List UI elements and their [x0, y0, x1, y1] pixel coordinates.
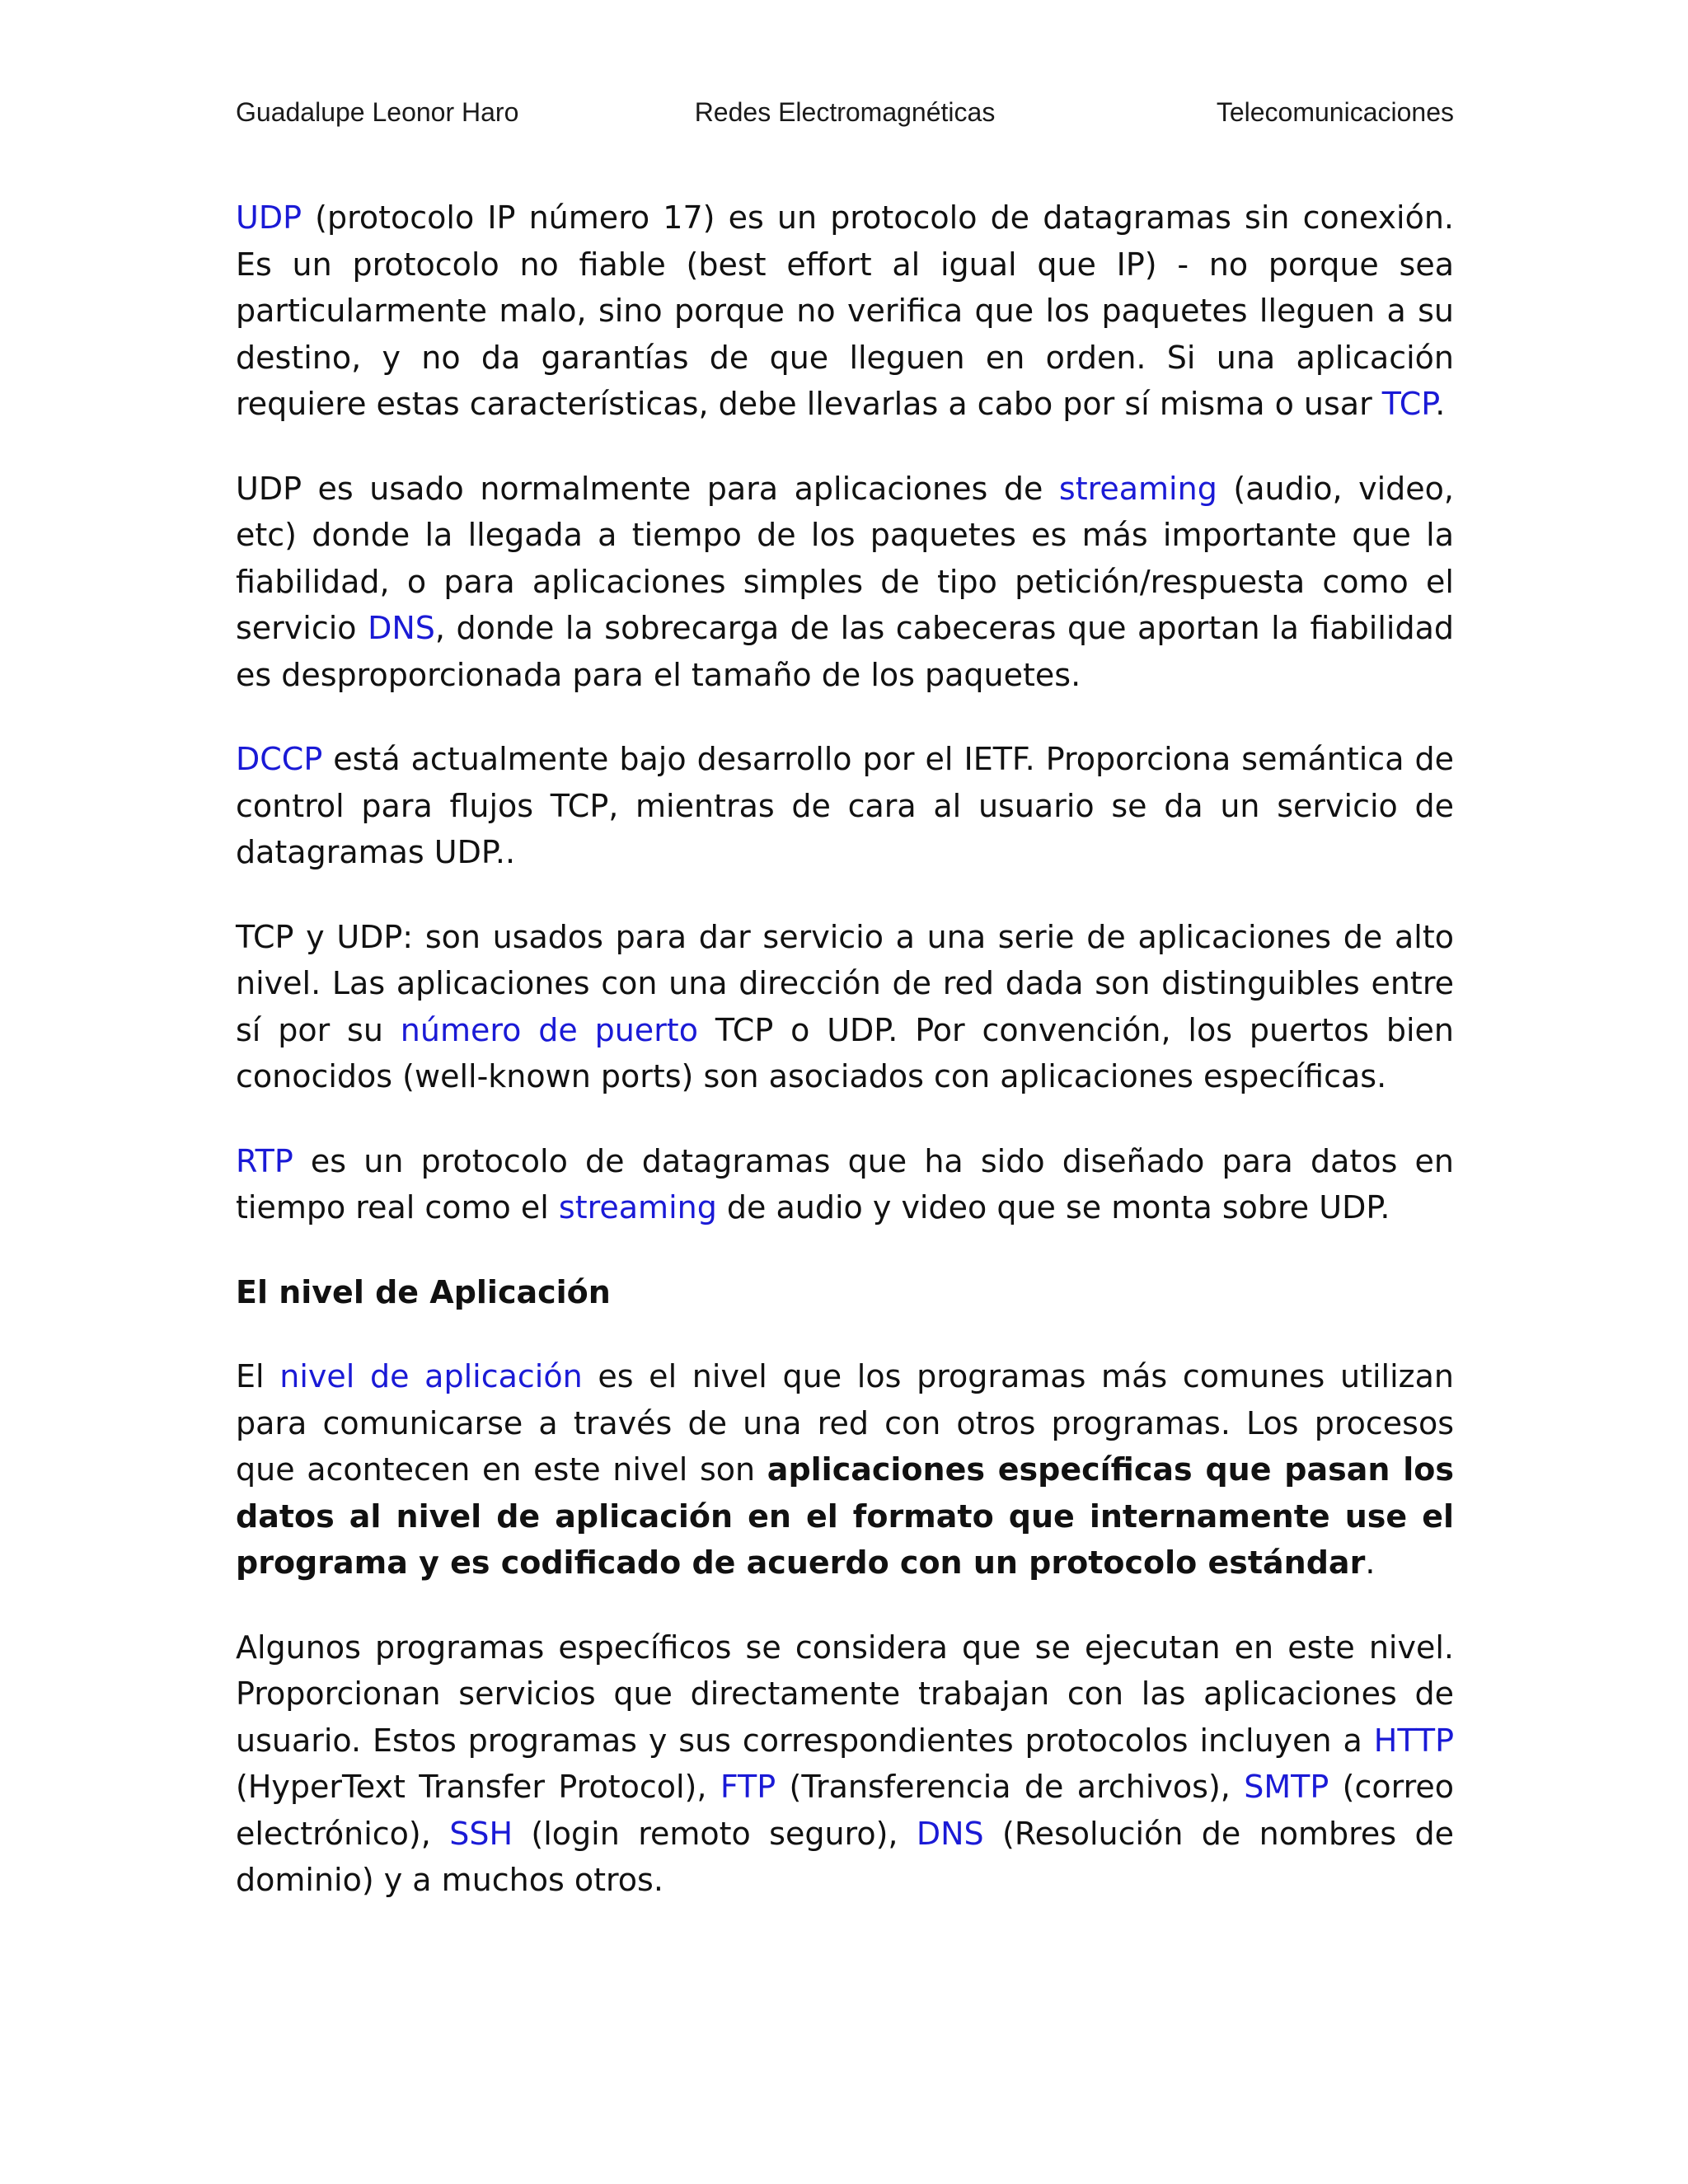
text: (HyperText Transfer Protocol),	[236, 1769, 720, 1805]
text: está actualmente bajo desarrollo por el IETF. Proporciona semántica de control para flujos TCP, mientras de cara al usuario se da un servicio de datagramas UDP..	[236, 741, 1454, 870]
header-subject: Telecomunicaciones	[1216, 97, 1454, 127]
text: (Transferencia de archivos),	[776, 1769, 1245, 1805]
link-udp[interactable]: UDP	[236, 199, 302, 236]
text: (login remoto seguro),	[513, 1815, 917, 1852]
link-dccp[interactable]: DCCP	[236, 741, 323, 777]
link-streaming[interactable]: streaming	[1058, 470, 1217, 507]
paragraph-dccp	[236, 736, 1454, 876]
paragraph-udp	[236, 194, 1454, 428]
paragraph-application-level	[236, 1353, 1454, 1586]
paragraph-udp-usage	[236, 466, 1454, 699]
text: TCP o UDP. Por convención, los puertos bien conocidos (well-known ports) son asociados con aplicaciones específicas.	[236, 1011, 1454, 1094]
page-header	[236, 97, 1454, 138]
text: UDP es usado normalmente para aplicaciones de	[236, 470, 1059, 507]
link-tcp[interactable]: TCP	[1381, 386, 1436, 422]
section-heading: El nivel de Aplicación	[236, 1273, 611, 1310]
text: de audio y video que se monta sobre UDP.	[716, 1189, 1390, 1226]
link-application-level[interactable]: nivel de aplicación	[279, 1358, 583, 1394]
text: (Resolución de nombres de dominio) y a muchos otros.	[236, 1815, 1454, 1898]
link-streaming[interactable]: streaming	[558, 1189, 717, 1226]
link-port-number[interactable]: número de puerto	[400, 1011, 698, 1048]
paragraph-tcp-udp	[236, 914, 1454, 1100]
text: .	[1365, 1544, 1376, 1581]
link-rtp[interactable]: RTP	[236, 1142, 293, 1179]
paragraph-programs	[236, 1624, 1454, 1904]
link-ssh[interactable]: SSH	[449, 1815, 513, 1852]
link-dns[interactable]: DNS	[368, 610, 435, 646]
text: El	[236, 1358, 280, 1394]
text: TCP y UDP: son usados para dar servicio a una serie de aplicaciones de alto nivel. Las aplicaciones con una dirección de red dada son distinguibles entre sí por su	[236, 918, 1454, 1048]
text: (protocolo IP número 17) es un protocolo de datagramas sin conexión. Es un protocolo no fiable (best effort al igual que IP) - no porque sea particularmente malo, sino porque no verifica que los paquetes lleguen a su destino, y no da garantías de que lleguen en orden. Si una aplicación requiere estas características, debe llevarlas a cabo por sí misma o usar	[236, 199, 1454, 422]
text: .	[1435, 386, 1446, 422]
document-body	[236, 194, 1454, 1942]
text: es un protocolo de datagramas que ha sido diseñado para datos en tiempo real como el	[236, 1142, 1454, 1226]
paragraph-rtp	[236, 1138, 1454, 1231]
header-author: Guadalupe Leonor Haro	[236, 97, 519, 127]
header-title: Redes Electromagnéticas	[694, 97, 996, 127]
link-dns[interactable]: DNS	[916, 1815, 984, 1852]
text: , donde la sobrecarga de las cabeceras que aportan la fiabilidad es desproporcionada para el tamaño de los paquetes.	[236, 610, 1454, 693]
link-smtp[interactable]: SMTP	[1244, 1769, 1329, 1805]
text: (correo electrónico),	[236, 1769, 1454, 1852]
link-ftp[interactable]: FTP	[720, 1769, 776, 1805]
text: es el nivel que los programas más comunes utilizan para comunicarse a través de una red con otros programas. Los procesos que acontecen en este nivel son	[236, 1358, 1454, 1488]
text: Algunos programas específicos se considera que se ejecutan en este nivel. Proporcionan servicios que directamente trabajan con las aplicaciones de usuario. Estos programas y sus correspondientes protocolos incluyen a	[236, 1629, 1454, 1759]
bold-text: aplicaciones específicas que pasan los datos al nivel de aplicación en el formato que internamente use el programa y es codificado de acuerdo con un protocolo estándar	[236, 1451, 1454, 1581]
text: (audio, video, etc) donde la llegada a tiempo de los paquetes es más importante que la fiabilidad, o para aplicaciones simples de tipo petición/respuesta como el servicio	[236, 470, 1454, 646]
link-http[interactable]: HTTP	[1373, 1722, 1454, 1759]
